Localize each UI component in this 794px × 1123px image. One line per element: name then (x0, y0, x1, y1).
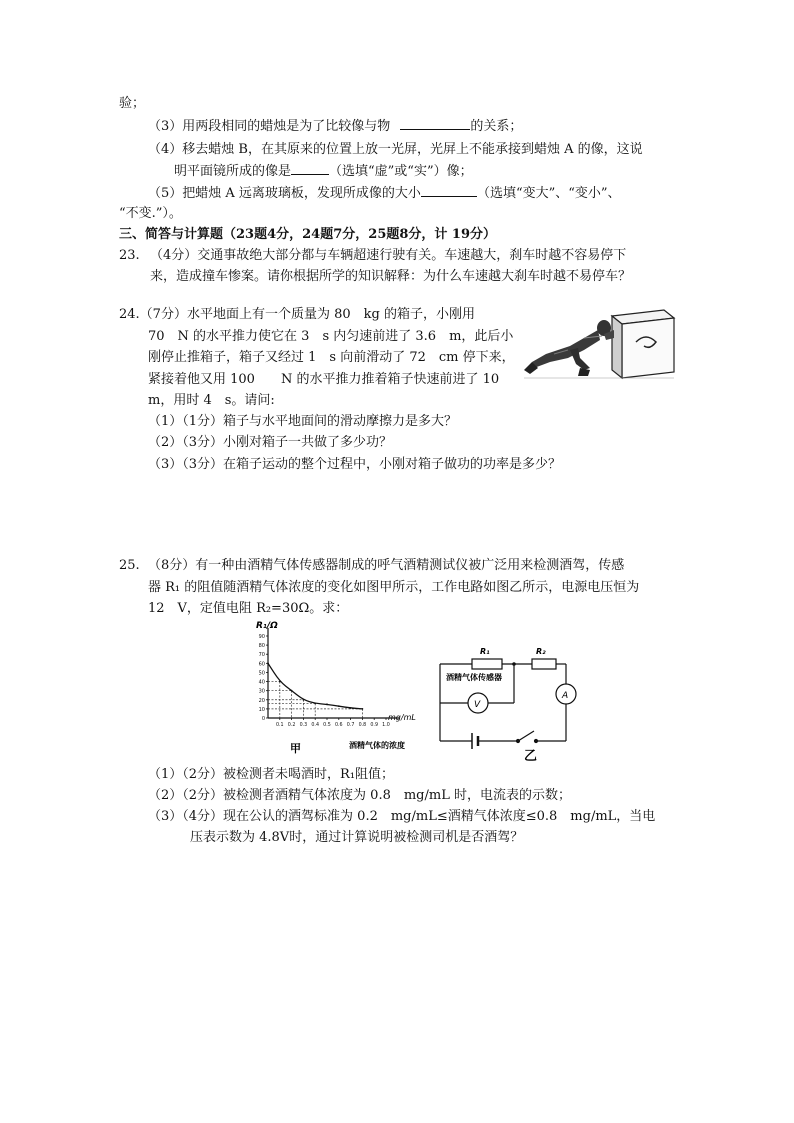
chart-y-tick-label: 80 (258, 643, 265, 650)
chart-x-tick-label: 1.0 (382, 723, 390, 728)
circuit-diagram (428, 636, 578, 764)
chart-data-point (291, 690, 293, 692)
voltmeter-label: V (474, 700, 481, 710)
q25-line3: 12 V，定值电阻 R₂=30Ω。求： (148, 601, 349, 616)
chart-x-tick-label: 0.2 (287, 723, 296, 728)
chart-y-tick-label: 0 (261, 716, 265, 722)
chart-x-tick-label: 0.7 (346, 723, 355, 728)
chart-caption-text: 酒精气体的浓度 (349, 741, 405, 750)
chart-series-line (268, 663, 362, 709)
chart-x-tick-label: 0.6 (334, 723, 343, 728)
chart-data-point (314, 703, 316, 705)
section-heading: 三、简答与计算题（23题4分，24题7分，25题8分，计 19分） (119, 227, 497, 242)
chart-data-point (362, 708, 364, 710)
r1-label: R₁ (480, 647, 490, 656)
sensor-label: 酒精气体传感器 (446, 673, 502, 682)
chart-xlabel: mg/mL (388, 713, 416, 722)
chart-x-tick-label: 0.4 (311, 723, 320, 728)
q24-sub1: （1）（1分）箱子与水平地面间的滑动摩擦力是多大？ (148, 414, 458, 429)
q24-line2: 70 N 的水平推力使它在 3 s 内匀速前进了 3.6 m，此后小 (148, 329, 514, 344)
q25-sub3-line2: 压表示数为 4.8V时，通过计算说明被检测司机是否酒驾？ (190, 830, 524, 845)
chart-x-tick-label: 0.5 (323, 723, 331, 728)
chart-x-tick-label: 0.8 (358, 723, 367, 728)
q24-line5: m，用时 4 s。请问: (148, 393, 275, 408)
chart-y-tick-label: 20 (258, 697, 265, 704)
chart-y-tick-label: 10 (258, 706, 265, 713)
chart-x-tick-label: 0.1 (275, 723, 284, 728)
q25-sub1: （1）（2分）被检测者未喝酒时，R₁阻值； (148, 767, 395, 782)
q22-item4-line2: 明平面镜所成的像是 （选填“虚”或“实”）像； (174, 164, 473, 179)
chart-x-tick-label: 0.9 (370, 723, 379, 728)
q23-number: 23. (119, 248, 140, 263)
q22-tail: 验； (119, 96, 146, 111)
chart-x-tick-label: 0.3 (299, 723, 308, 728)
r2-label: R₂ (536, 647, 546, 656)
chart-data-point (267, 662, 269, 664)
q22-item5-line2: “不变.”）。 (119, 206, 182, 221)
chart-caption-label: 甲 (290, 742, 301, 755)
q24-sub3: （3）（3分）在箱子运动的整个过程中，小刚对箱子做功的功率是多少？ (148, 457, 562, 472)
q24-line3: 刚停止推箱子，箱子又经过 1 s 向前滑动了 72 cm 停下来， (148, 350, 515, 365)
q24-line1: 24.（7分）水平地面上有一个质量为 80 kg 的箱子，小刚用 (119, 307, 475, 322)
q25-line2: 器 R₁ 的阻值随酒精气体浓度的变化如图甲所示，工作电路如图乙所示，电源电压恒为 (148, 580, 640, 595)
chart-y-tick-label: 40 (258, 679, 265, 686)
q25-line1: （8分）有一种由酒精气体传感器制成的呼气酒精测试仪被广泛用来检测酒驾，传感 (148, 558, 625, 573)
answer-blank (421, 184, 477, 197)
chart-y-tick-label: 30 (258, 688, 265, 695)
q24-sub2: （2）（3分）小刚对箱子一共做了多少功？ (148, 435, 393, 450)
r1-vs-concentration-chart (250, 618, 416, 758)
switch-icon (518, 731, 534, 741)
ammeter-label: A (562, 691, 569, 701)
chart-y-tick-label: 50 (258, 670, 265, 677)
chart-plot-area (259, 628, 400, 728)
chart-data-point (326, 703, 328, 705)
q22-item5-line1: （5）把蜡烛 A 远离玻璃板，发现所成像的大小 （选填“变大”、“变小”、 (148, 186, 621, 201)
q25-sub2: （2）（2分）被检测者酒精气体浓度为 0.8 mg/mL 时，电流表的示数； (148, 788, 571, 803)
q23-line2: 来，造成撞车惨案。请你根据所学的知识解释：为什么车速越大刹车时越不易停车？ (150, 269, 632, 284)
boy-pushing-box-illustration (524, 300, 676, 382)
q24-line4: 紧接着他又用 100 N 的水平推力推着箱子快速前进了 10 (148, 372, 500, 387)
chart-data-point (279, 681, 281, 683)
chart-data-point (303, 699, 305, 701)
r2-resistor (532, 659, 556, 669)
chart-ylabel: R₁/Ω (256, 621, 278, 631)
q25-number: 25. (119, 558, 140, 573)
circuit-caption: 乙 (524, 749, 538, 764)
q23-line1: （4分）交通事故绝大部分都与车辆超速行驶有关。车速越大，刹车时越不容易停下 (150, 248, 627, 263)
chart-y-tick-label: 60 (258, 661, 265, 668)
q25-sub3-line1: （3）（4分）现在公认的酒驾标准为 0.2 mg/mL≤酒精气体浓度≤0.8 mg/mL，当电 (148, 809, 656, 824)
chart-y-tick-label: 70 (258, 652, 265, 659)
chart-data-point (338, 705, 340, 707)
q22-item4-line1: （4）移去蜡烛 B，在其原来的位置上放一光屏，光屏上不能承接到蜡烛 A 的像，这说 (148, 142, 643, 157)
q22-item3: （3）用两段相同的蜡烛是为了比较像与物 的关系； (148, 119, 523, 134)
chart-data-point (350, 707, 352, 709)
chart-y-tick-label: 90 (258, 634, 265, 640)
answer-blank (291, 162, 329, 175)
answer-blank (400, 117, 470, 130)
r1-resistor (472, 659, 502, 669)
